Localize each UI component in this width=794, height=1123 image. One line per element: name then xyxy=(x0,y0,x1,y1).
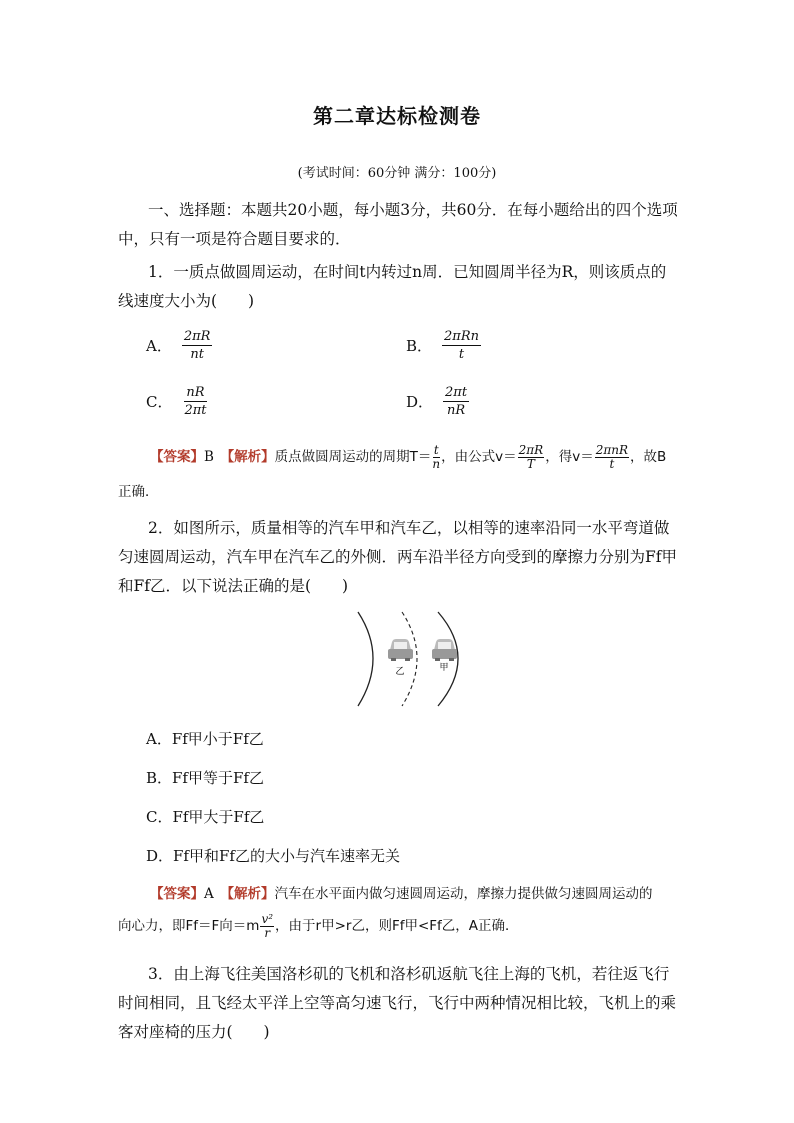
car-yi-label: 乙 xyxy=(395,667,405,677)
q1-option-d[interactable] xyxy=(406,384,469,419)
q1-answer-cont: 正确． xyxy=(118,484,159,500)
option-fraction: $\frac{2\pi t}{nR}$ xyxy=(445,385,468,418)
q1-stem: 1．一质点做圆周运动，在时间t内转过n周．已知圆周半径为R，则该质点的线速度大小为( ) xyxy=(118,263,667,310)
car-jia-label: 甲 xyxy=(439,663,449,673)
q2-answer-cont: 向心力，即Ff＝F向＝m $\frac{\text{v²}}{r}$ ，由于r甲>r乙，则Ff甲<Ff乙，A正确． xyxy=(118,912,519,940)
q1-option-c[interactable] xyxy=(146,384,209,419)
q1-option-a[interactable] xyxy=(146,328,212,363)
q2-option-a[interactable]: A．Ff甲小于Ff乙 xyxy=(146,730,264,748)
curve-road-diagram xyxy=(350,608,475,710)
option-label: B． xyxy=(406,337,433,355)
car-jia-icon xyxy=(432,639,457,661)
car-yi-icon xyxy=(388,639,413,661)
section-intro: 一、选择题：本题共20小题，每小题3分，共60分．在每小题给出的四个选项中，只有一项是符合题目要求的． xyxy=(118,201,678,248)
option-fraction: $\frac{\text{2πRn}}{t}$ xyxy=(444,329,480,362)
q1-answer: 【答案】B 【解析】质点做圆周运动的周期T＝ $\frac{t}{n}$ ，由公式v＝ $\frac{2\pi R}{T}$ ，得v＝ 2πnR t ，故B xyxy=(150,443,667,471)
exam-info: (考试时间：60分钟 满分：100分) xyxy=(297,166,497,181)
q2-answer: 【答案】A 【解析】汽车在水平面内做匀速圆周运动，摩擦力提供做匀速圆周运动的 xyxy=(150,886,653,902)
option-label: A． xyxy=(146,337,172,355)
option-fraction: $\frac{2\pi R}{nt}$ xyxy=(183,329,211,362)
q2-stem: 2．如图所示，质量相等的汽车甲和汽车乙，以相等的速率沿同一水平弯道做匀速圆周运动，汽车甲在汽车乙的外侧．两车沿半径方向受到的摩擦力分别为Ff甲和Ff乙．以下说法正确的是( ) xyxy=(118,519,677,595)
q1-option-b[interactable] xyxy=(406,328,481,363)
q2-option-d[interactable]: D．Ff甲和Ff乙的大小与汽车速率无关 xyxy=(146,847,400,865)
option-label: D． xyxy=(406,393,434,411)
page-title: 第二章达标检测卷 xyxy=(313,104,481,128)
option-fraction: $\frac{nR}{2\pi t}$ xyxy=(184,385,207,418)
option-label: C． xyxy=(146,393,173,411)
q2-option-b[interactable]: B．Ff甲等于Ff乙 xyxy=(146,769,264,787)
inner-road-edge xyxy=(358,612,373,706)
q2-option-c[interactable]: C．Ff甲大于Ff乙 xyxy=(146,808,265,826)
q3-stem: 3．由上海飞往美国洛杉矶的飞机和洛杉矶返航飞往上海的飞机，若往返飞行时间相同，且飞经太平洋上空等高匀速飞行，飞行中两种情况相比较，飞机上的乘客对座椅的压力( ) xyxy=(118,965,677,1041)
